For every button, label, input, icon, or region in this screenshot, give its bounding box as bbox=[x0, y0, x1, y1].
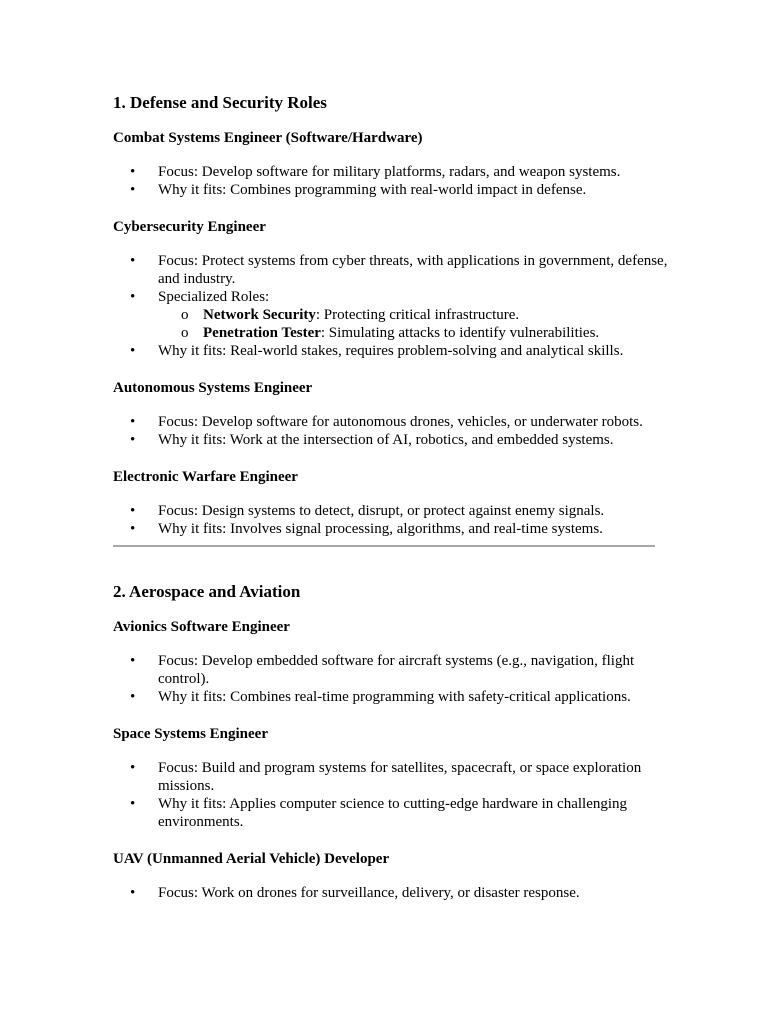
list-item-text: Why it fits: Work at the intersection of AI, robotics, and embedded systems. bbox=[158, 432, 614, 448]
bullet-list bbox=[113, 163, 673, 199]
list-item-text: Focus: Protect systems from cyber threats, with applications in government, defense, and industry. bbox=[158, 253, 668, 287]
bullet-list bbox=[113, 759, 673, 831]
list-item-text: Focus: Develop software for autonomous drones, vehicles, or underwater robots. bbox=[158, 414, 643, 430]
circle-bullet-icon: o bbox=[181, 325, 189, 341]
list-item-text: Why it fits: Real-world stakes, requires problem-solving and analytical skills. bbox=[158, 343, 624, 359]
bullet-icon: • bbox=[130, 796, 136, 812]
bullet-list bbox=[113, 652, 673, 706]
role-heading-space-systems: Space Systems Engineer bbox=[113, 726, 268, 742]
list-item bbox=[113, 252, 673, 288]
list-item bbox=[113, 502, 673, 520]
bullet-icon: • bbox=[130, 289, 136, 305]
horizontal-divider bbox=[113, 545, 655, 547]
list-item-text: Why it fits: Applies computer science to cutting-edge hardware in challenging environments. bbox=[158, 796, 628, 830]
bullet-icon: • bbox=[130, 760, 136, 776]
list-item bbox=[113, 795, 673, 831]
sub-item-term: Network Security bbox=[203, 307, 316, 323]
list-item-text: Why it fits: Combines programming with real-world impact in defense. bbox=[158, 182, 587, 198]
bullet-icon: • bbox=[130, 414, 136, 430]
list-item bbox=[113, 431, 673, 449]
bullet-list bbox=[113, 252, 673, 360]
list-item bbox=[113, 759, 673, 795]
sub-item-text: : Simulating attacks to identify vulnerabilities. bbox=[320, 325, 600, 341]
bullet-icon: • bbox=[130, 164, 136, 180]
sub-list-item bbox=[158, 324, 673, 342]
list-item bbox=[113, 413, 673, 431]
bullet-list bbox=[113, 502, 673, 538]
bullet-icon: • bbox=[130, 653, 136, 669]
section-heading-defense: 1. Defense and Security Roles bbox=[113, 93, 327, 112]
list-item-text: Why it fits: Combines real-time programming with safety-critical applications. bbox=[158, 689, 631, 705]
circle-bullet-icon: o bbox=[181, 307, 189, 323]
bullet-icon: • bbox=[130, 432, 136, 448]
list-item bbox=[113, 652, 673, 688]
bullet-icon: • bbox=[130, 521, 136, 537]
sub-item-text: : Protecting critical infrastructure. bbox=[315, 307, 520, 323]
role-heading-electronic-warfare: Electronic Warfare Engineer bbox=[113, 469, 298, 485]
bullet-icon: • bbox=[130, 253, 136, 269]
list-item bbox=[113, 181, 673, 199]
list-item-text: Focus: Build and program systems for satellites, spacecraft, or space exploration missions. bbox=[158, 760, 642, 794]
list-item bbox=[113, 163, 673, 181]
sub-list-item bbox=[158, 306, 673, 324]
bullet-icon: • bbox=[130, 182, 136, 198]
list-item bbox=[113, 884, 673, 902]
sub-item-term: Penetration Tester bbox=[203, 325, 321, 341]
section-heading-aerospace: 2. Aerospace and Aviation bbox=[113, 582, 301, 601]
list-item-text: Focus: Work on drones for surveillance, delivery, or disaster response. bbox=[158, 885, 580, 901]
bullet-list bbox=[113, 884, 673, 902]
bullet-icon: • bbox=[130, 343, 136, 359]
bullet-icon: • bbox=[130, 503, 136, 519]
list-item-text: Focus: Develop software for military platforms, radars, and weapon systems. bbox=[158, 164, 621, 180]
document-body bbox=[113, 92, 673, 902]
list-item-text: Focus: Develop embedded software for aircraft systems (e.g., navigation, flight control). bbox=[158, 653, 635, 687]
list-item bbox=[113, 288, 673, 342]
bullet-list bbox=[113, 413, 673, 449]
role-heading-avionics: Avionics Software Engineer bbox=[113, 619, 290, 635]
list-item-text: Specialized Roles: bbox=[158, 289, 270, 305]
list-item bbox=[113, 688, 673, 706]
role-heading-uav-developer: UAV (Unmanned Aerial Vehicle) Developer bbox=[113, 851, 390, 867]
bullet-icon: • bbox=[130, 885, 136, 901]
role-heading-autonomous-systems: Autonomous Systems Engineer bbox=[113, 380, 313, 396]
sub-bullet-list bbox=[158, 306, 673, 342]
list-item-text: Why it fits: Involves signal processing, algorithms, and real-time systems. bbox=[158, 521, 603, 537]
list-item bbox=[113, 520, 673, 538]
role-heading-cybersecurity: Cybersecurity Engineer bbox=[113, 219, 266, 235]
role-heading-combat-systems: Combat Systems Engineer (Software/Hardware) bbox=[113, 130, 423, 146]
list-item-text: Focus: Design systems to detect, disrupt, or protect against enemy signals. bbox=[158, 503, 605, 519]
list-item bbox=[113, 342, 673, 360]
bullet-icon: • bbox=[130, 689, 136, 705]
